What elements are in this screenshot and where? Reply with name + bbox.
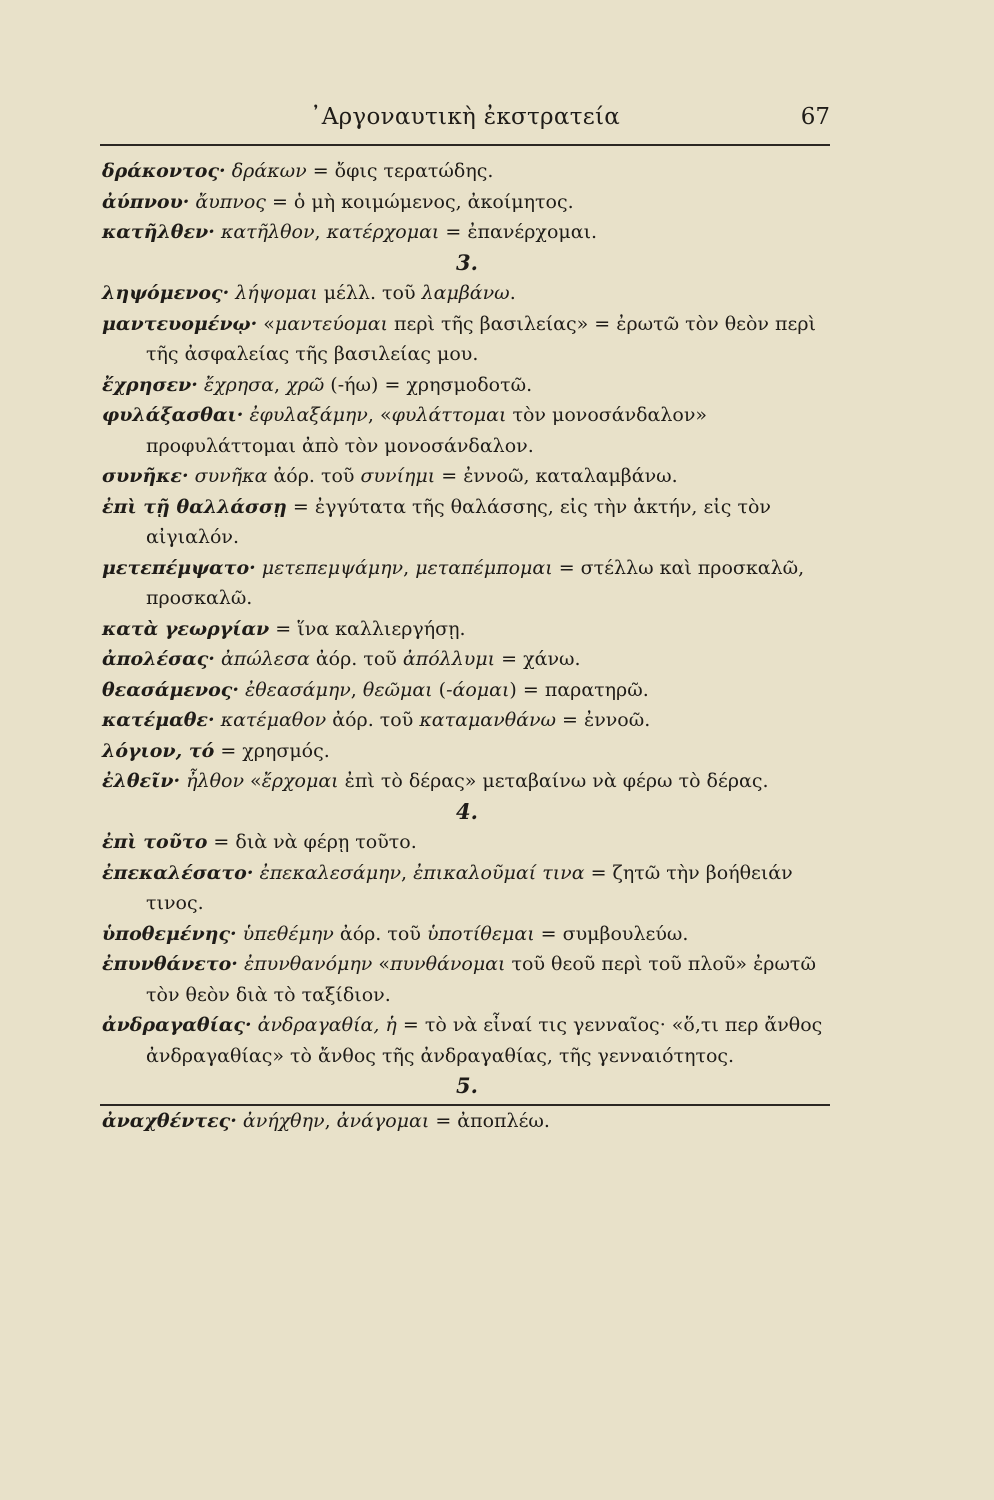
entry-headword: μετεπέμψατο·: [102, 556, 256, 579]
entry-form: ὑποτίθεμαι: [426, 922, 535, 945]
entry-headword: κατῆλθεν·: [102, 221, 215, 243]
entry-gloss: = ἀποπλέω.: [429, 1109, 550, 1132]
footer-rule: [100, 1104, 830, 1106]
entry-form: ἀπώλεσα: [220, 648, 310, 670]
entry-headword: ἀπολέσας·: [102, 648, 215, 670]
entry-gloss: = ἐγγύτατα τῆς θαλάσσης, εἰς τὴν ἀκτήν, εἰς τὸν αἰγιαλόν.: [146, 495, 771, 548]
entry-gloss: ἐπὶ τὸ δέρας» μεταβαίνω νὰ φέρω τὸ δέρας.: [338, 770, 769, 792]
entry-form: ἐπικαλοῦμαί τινα: [413, 861, 585, 884]
glossary-entry: [102, 1010, 842, 1071]
glossary-entry: [102, 187, 842, 218]
entry-gloss: «: [372, 953, 390, 975]
entry-gloss: περὶ τῆς βασιλείας» = ἐρωτῶ τὸν θεὸν περὶ τῆς ἀσφαλείας τῆς βασιλείας μου.: [146, 312, 816, 365]
entry-gloss: ,: [324, 1109, 337, 1132]
entry-gloss: ἀόρ. τοῦ: [267, 465, 361, 487]
glossary-entry: [102, 675, 842, 706]
section-number: 3.: [456, 249, 478, 275]
entry-gloss: ἀόρ. τοῦ: [326, 709, 420, 731]
entry-form: πυνθάνομαι: [389, 953, 506, 975]
glossary-entry: [102, 309, 842, 370]
entry-gloss: (-ήω) = χρησμοδοτῶ.: [324, 373, 533, 396]
section-number: 4.: [456, 798, 478, 824]
entry-form: ὑπεθέμην: [242, 922, 334, 945]
entry-gloss: = ἐπανέρχομαι.: [439, 221, 598, 243]
glossary-entry: [102, 492, 842, 553]
entry-headword: ἀύπνου·: [102, 190, 190, 213]
entry-headword: ἐπὶ τοῦτο: [102, 831, 208, 853]
entry-gloss: ) = παρατηρῶ.: [509, 678, 649, 701]
entry-headword: ἐπεκαλέσατο·: [102, 861, 254, 884]
entry-gloss: .: [509, 282, 516, 304]
entry-gloss: = ἵνα καλλιεργήσῃ.: [269, 617, 466, 640]
entry-form: ἐπυνθανόμην: [243, 953, 373, 975]
entry-gloss: (: [432, 678, 447, 701]
entry-form: ἀπόλλυμι: [402, 648, 496, 670]
section-number: 5.: [456, 1073, 478, 1098]
glossary-entry: [102, 644, 842, 675]
entry-form: κατέρχομαι: [326, 221, 440, 243]
entry-form: ἄυπνος: [195, 190, 266, 213]
entry-gloss: ,: [314, 221, 327, 243]
glossary-entry: [102, 156, 842, 187]
entry-form: ἔρχομαι: [261, 770, 339, 792]
entry-gloss: ἀόρ. τοῦ: [333, 922, 427, 945]
entry-gloss: τὸν μονοσάνδαλον» προφυλάττομαι ἀπὸ τὸν μονοσάνδαλον.: [146, 404, 708, 457]
entry-gloss: = χάνω.: [495, 648, 581, 670]
entry-form: λαμβάνω: [421, 282, 510, 304]
entry-form: χρῶ: [286, 373, 325, 396]
glossary-entry: [102, 400, 842, 461]
entry-gloss: «: [257, 312, 275, 335]
entry-gloss: ,: [403, 556, 416, 579]
entry-headword: θεασάμενος·: [102, 678, 239, 701]
entry-headword: κατὰ γεωργίαν: [102, 617, 270, 640]
glossary-entry: [102, 736, 842, 767]
entry-gloss: ἀόρ. τοῦ: [309, 648, 403, 670]
entry-headword: κατέμαθε·: [102, 709, 215, 731]
entry-form: μετεπεμψάμην: [261, 556, 404, 579]
header-rule: [100, 144, 830, 146]
glossary-entry: [102, 766, 842, 797]
entry-form: μαντεύομαι: [274, 312, 388, 335]
entry-gloss: = ὄφις τερατώδης.: [306, 160, 494, 182]
entry-form: ἀνάγομαι: [336, 1109, 430, 1132]
entry-gloss: ,: [273, 373, 287, 396]
entry-form: ἀνδραγαθία, ἡ: [257, 1014, 397, 1036]
entry-form: λήψομαι: [235, 282, 318, 304]
entry-headword: ἐπὶ τῇ θαλλάσσῃ: [102, 495, 287, 518]
entry-gloss: μέλλ. τοῦ: [317, 282, 422, 304]
entry-headword: ἐπυνθάνετο·: [102, 953, 238, 975]
entry-gloss: = τὸ νὰ εἶναί τις γενναῖος· «ὅ,τι περ ἄνθος ἀνδραγαθίας» τὸ ἄνθος τῆς ἀνδραγαθίας, τῆς γενναιότητος.: [146, 1014, 823, 1067]
entry-form: καταμανθάνω: [419, 709, 557, 731]
entry-headword: μαντευομένῳ·: [102, 312, 258, 335]
entry-form: ἦλθον: [186, 770, 244, 792]
running-title: ᾿Αργοναυτικὴ ἐκστρατεία: [309, 104, 621, 130]
entry-headword: ληψόμενος·: [102, 282, 230, 304]
entry-form: -άομαι: [446, 678, 510, 701]
entry-form: κατῆλθον: [220, 221, 315, 243]
entry-gloss: = χρησμός.: [214, 739, 330, 762]
entry-gloss: ,: [401, 861, 414, 884]
entry-gloss: «: [244, 770, 262, 792]
glossary-body: [102, 156, 842, 1136]
entry-gloss: = συμβουλεύω.: [534, 922, 689, 945]
entry-form: μεταπέμπομαι: [415, 556, 553, 579]
entry-headword: φυλάξασθαι·: [102, 404, 244, 426]
page-number: 67: [800, 104, 830, 130]
entry-gloss: = στέλλω καὶ προσκαλῶ, προσκαλῶ.: [146, 556, 805, 609]
entry-form: ἀνήχθην: [242, 1109, 325, 1132]
glossary-entry: [102, 705, 842, 736]
glossary-entry: [102, 1106, 842, 1137]
entry-headword: ἀναχθέντες·: [102, 1109, 237, 1132]
entry-gloss: = ὁ μὴ κοιμώμενος, ἀκοίμητος.: [265, 190, 574, 213]
glossary-entry: [102, 949, 842, 1010]
entry-form: δράκων: [231, 160, 307, 182]
entry-headword: συνῆκε·: [102, 465, 189, 487]
entry-headword: ἀνδραγαθίας·: [102, 1014, 252, 1036]
entry-form: ἐθεασάμην: [245, 678, 351, 701]
entry-gloss: = ἐννοῶ.: [556, 709, 651, 731]
entry-gloss: ,: [350, 678, 363, 701]
entry-form: ἔχρησα: [203, 373, 274, 396]
entry-form: ἐφυλαξάμην: [249, 404, 368, 426]
entry-gloss: τοῦ θεοῦ περὶ τοῦ πλοῦ» ἐρωτῶ τὸν θεὸν διὰ τὸ ταξίδιον.: [146, 953, 816, 1006]
glossary-entry: [102, 919, 842, 950]
page-header: [100, 100, 830, 140]
entry-gloss: , «: [367, 404, 392, 426]
glossary-entry: [102, 370, 842, 401]
entry-form: συνῆκα: [194, 465, 268, 487]
entry-gloss: = ζητῶ τὴν βοήθειάν τινος.: [146, 861, 793, 914]
entry-headword: δράκοντος·: [102, 160, 226, 182]
entry-form: κατέμαθον: [220, 709, 327, 731]
glossary-entry: [102, 827, 842, 858]
entry-form: θεῶμαι: [362, 678, 433, 701]
glossary-entry: [102, 614, 842, 645]
entry-form: ἐπεκαλεσάμην: [259, 861, 401, 884]
entry-form: συνίημι: [360, 465, 436, 487]
entry-form: φυλάττομαι: [391, 404, 507, 426]
entry-gloss: = ἐννοῶ, καταλαμβάνω.: [435, 465, 678, 487]
entry-headword: ἐλθεῖν·: [102, 770, 181, 792]
glossary-entry: [102, 278, 842, 309]
entry-headword: ὑποθεμένης·: [102, 922, 237, 945]
glossary-entry: [102, 217, 842, 248]
entry-gloss: = διὰ νὰ φέρῃ τοῦτο.: [207, 831, 417, 853]
entry-headword: ἔχρησεν·: [102, 373, 198, 396]
glossary-entry: [102, 858, 842, 919]
entry-headword: λόγιον, τό: [102, 739, 215, 762]
glossary-entry: [102, 553, 842, 614]
glossary-entry: [102, 461, 842, 492]
